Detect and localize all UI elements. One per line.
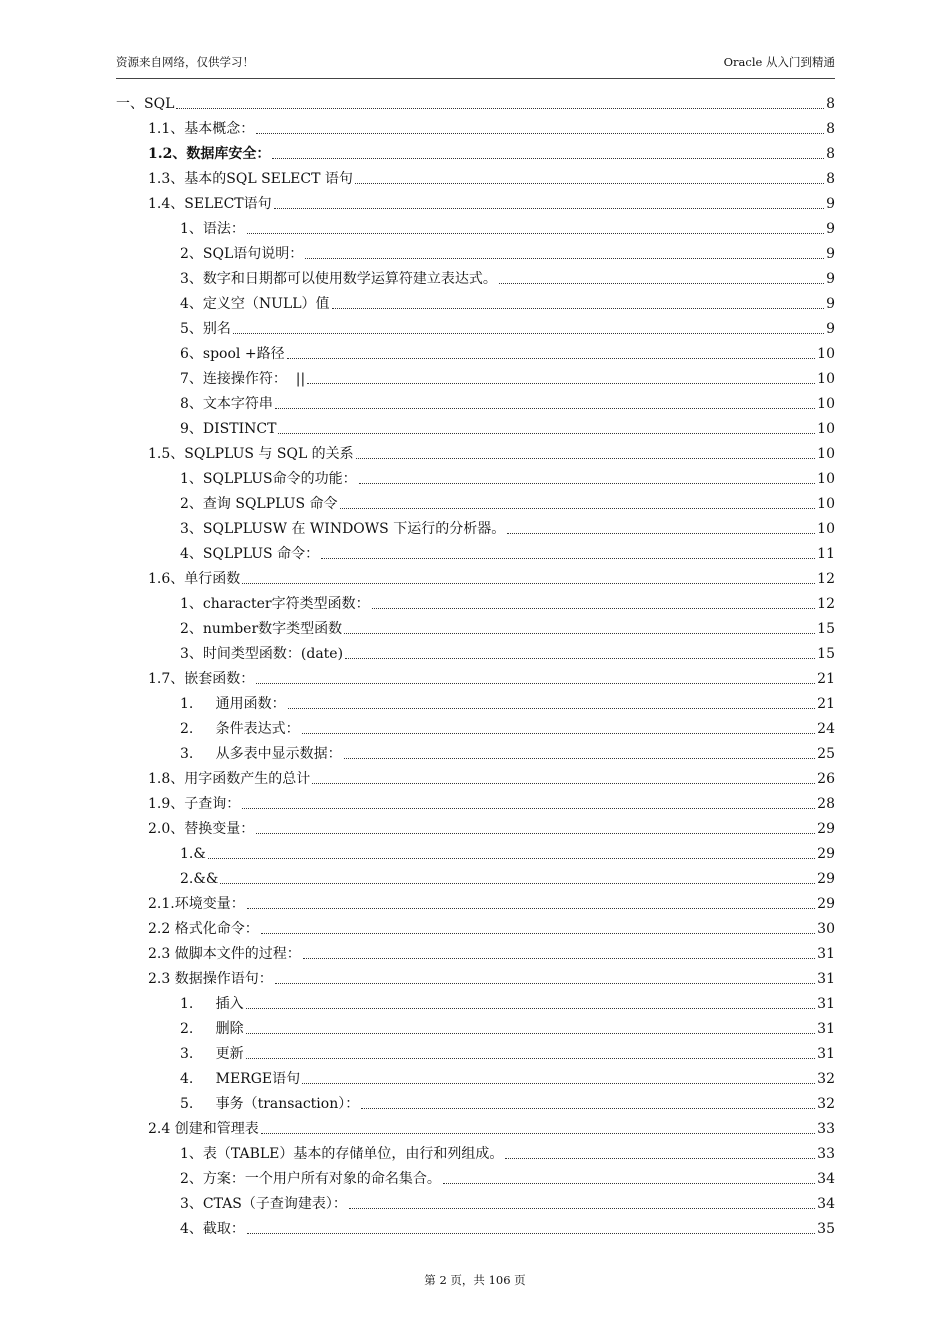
toc-entry-title: 2.2 格式化命令： — [148, 921, 259, 937]
toc-entry-page-number: 9 — [826, 271, 835, 287]
toc-entry-title: 1. 通用函数： — [180, 696, 286, 712]
toc-leader-dots — [372, 608, 816, 609]
toc-entry-title: 4、SQLPLUS 命令： — [180, 546, 320, 562]
toc-entry[interactable] — [116, 415, 835, 440]
toc-leader-dots — [261, 933, 815, 934]
table-of-contents — [116, 90, 835, 1240]
toc-entry[interactable] — [116, 365, 835, 390]
toc-entry-title: 2.1.环境变量： — [148, 896, 245, 912]
toc-entry[interactable] — [116, 215, 835, 240]
toc-entry[interactable] — [116, 1190, 835, 1215]
toc-entry-page-number: 12 — [817, 571, 835, 587]
toc-leader-dots — [356, 458, 815, 459]
toc-leader-dots — [261, 1133, 815, 1134]
toc-entry[interactable] — [116, 815, 835, 840]
toc-entry[interactable] — [116, 990, 835, 1015]
toc-entry[interactable] — [116, 165, 835, 190]
toc-leader-dots — [242, 583, 815, 584]
toc-entry[interactable] — [116, 1140, 835, 1165]
toc-entry-page-number: 24 — [817, 721, 835, 737]
toc-leader-dots — [355, 183, 824, 184]
toc-entry-page-number: 15 — [817, 646, 835, 662]
toc-entry-page-number: 29 — [817, 821, 835, 837]
toc-entry-page-number: 10 — [817, 371, 835, 387]
toc-entry[interactable] — [116, 1165, 835, 1190]
toc-leader-dots — [247, 233, 824, 234]
toc-leader-dots — [246, 1058, 816, 1059]
toc-entry[interactable] — [116, 1065, 835, 1090]
toc-entry[interactable] — [116, 640, 835, 665]
toc-entry-page-number: 8 — [826, 96, 835, 112]
toc-entry-title: 2、方案：一个用户所有对象的命名集合。 — [180, 1171, 441, 1187]
toc-entry-page-number: 9 — [826, 246, 835, 262]
toc-leader-dots — [302, 1083, 815, 1084]
toc-leader-dots — [344, 758, 816, 759]
toc-entry-title: 1、语法： — [180, 221, 245, 237]
toc-leader-dots — [246, 1033, 816, 1034]
toc-leader-dots — [312, 783, 815, 784]
toc-entry[interactable] — [116, 1090, 835, 1115]
toc-entry-title: 2、SQL语句说明： — [180, 246, 304, 262]
toc-entry[interactable] — [116, 240, 835, 265]
toc-entry-title: 9、DISTINCT — [180, 421, 277, 437]
toc-leader-dots — [303, 958, 815, 959]
toc-entry-title: 1.7、嵌套函数： — [148, 671, 255, 687]
toc-entry-title: 一、SQL — [116, 96, 175, 112]
toc-entry-page-number: 31 — [817, 996, 835, 1012]
toc-leader-dots — [349, 1208, 815, 1209]
toc-entry[interactable] — [116, 540, 835, 565]
toc-entry-page-number: 31 — [817, 1021, 835, 1037]
toc-entry-page-number: 33 — [817, 1146, 835, 1162]
toc-entry[interactable] — [116, 1040, 835, 1065]
toc-leader-dots — [247, 1233, 815, 1234]
toc-leader-dots — [507, 533, 815, 534]
toc-entry-title: 6、spool +路径 — [180, 346, 285, 362]
toc-entry-title: 1.6、单行函数 — [148, 571, 241, 587]
toc-entry[interactable] — [116, 390, 835, 415]
toc-entry-page-number: 29 — [817, 846, 835, 862]
toc-leader-dots — [278, 433, 815, 434]
toc-entry-title: 1.& — [180, 846, 206, 862]
toc-entry-page-number: 35 — [817, 1221, 835, 1237]
toc-leader-dots — [242, 808, 815, 809]
toc-entry-page-number: 34 — [817, 1196, 835, 1212]
toc-entry[interactable] — [116, 265, 835, 290]
toc-entry-page-number: 28 — [817, 796, 835, 812]
toc-entry-title: 5、别名 — [180, 321, 231, 337]
toc-entry-page-number: 10 — [817, 496, 835, 512]
toc-entry-page-number: 9 — [826, 221, 835, 237]
toc-entry-page-number: 8 — [826, 146, 835, 162]
toc-entry-title: 7、连接操作符： || — [180, 371, 306, 387]
toc-entry-page-number: 34 — [817, 1171, 835, 1187]
toc-entry-title: 2.&& — [180, 871, 219, 887]
toc-entry-title: 4、截取： — [180, 1221, 245, 1237]
toc-entry-title: 3、时间类型函数：(date) — [180, 646, 344, 662]
toc-entry-title: 3. 从多表中显示数据： — [180, 746, 342, 762]
toc-entry-page-number: 10 — [817, 346, 835, 362]
toc-entry[interactable] — [116, 315, 835, 340]
toc-entry[interactable] — [116, 840, 835, 865]
toc-entry[interactable] — [116, 515, 835, 540]
toc-entry[interactable] — [116, 440, 835, 465]
toc-leader-dots — [287, 358, 816, 359]
toc-entry-page-number: 9 — [826, 296, 835, 312]
toc-entry-page-number: 21 — [817, 671, 835, 687]
toc-entry[interactable] — [116, 915, 835, 940]
toc-entry-page-number: 33 — [817, 1121, 835, 1137]
toc-entry-page-number: 10 — [817, 396, 835, 412]
toc-entry-title: 3、CTAS（子查询建表）： — [180, 1196, 347, 1212]
toc-entry-page-number: 26 — [817, 771, 835, 787]
toc-entry-title: 5. 事务（transaction）： — [180, 1096, 360, 1112]
toc-entry[interactable] — [116, 940, 835, 965]
header-right-text: Oracle 从入门到精通 — [723, 55, 835, 69]
toc-entry-title: 2. 条件表达式： — [180, 721, 300, 737]
header-divider — [116, 78, 835, 79]
toc-entry-page-number: 31 — [817, 971, 835, 987]
toc-entry[interactable] — [116, 865, 835, 890]
toc-entry[interactable] — [116, 615, 835, 640]
toc-leader-dots — [340, 508, 816, 509]
toc-entry[interactable] — [116, 665, 835, 690]
toc-entry-title: 8、文本字符串 — [180, 396, 273, 412]
toc-entry-title: 1.9、子查询： — [148, 796, 241, 812]
toc-entry[interactable] — [116, 1215, 835, 1240]
toc-entry[interactable] — [116, 715, 835, 740]
toc-entry[interactable] — [116, 115, 835, 140]
toc-entry-title: 2.0、替换变量： — [148, 821, 255, 837]
toc-entry-title: 2、查询 SQLPLUS 命令 — [180, 496, 338, 512]
toc-leader-dots — [256, 833, 815, 834]
toc-entry-title: 4. MERGE语句 — [180, 1071, 301, 1087]
toc-leader-dots — [332, 308, 825, 309]
toc-entry-title: 2.3 数据操作语句： — [148, 971, 273, 987]
toc-entry[interactable] — [116, 740, 835, 765]
toc-leader-dots — [305, 258, 824, 259]
toc-entry[interactable] — [116, 190, 835, 215]
toc-leader-dots — [247, 908, 815, 909]
toc-entry-title: 1.3、基本的SQL SELECT 语句 — [148, 171, 353, 187]
toc-entry-title: 2、number数字类型函数 — [180, 621, 343, 637]
toc-entry[interactable] — [116, 765, 835, 790]
toc-leader-dots — [302, 733, 816, 734]
toc-leader-dots — [345, 658, 815, 659]
toc-entry-page-number: 9 — [826, 321, 835, 337]
toc-entry[interactable] — [116, 90, 835, 115]
toc-entry-page-number: 32 — [817, 1071, 835, 1087]
toc-entry-page-number: 12 — [817, 596, 835, 612]
toc-leader-dots — [321, 558, 815, 559]
toc-entry-title: 3. 更新 — [180, 1046, 244, 1062]
toc-entry-page-number: 32 — [817, 1096, 835, 1112]
toc-entry[interactable] — [116, 1015, 835, 1040]
toc-entry-title: 3、SQLPLUSW 在 WINDOWS 下运行的分析器。 — [180, 521, 506, 537]
toc-entry-title: 1、SQLPLUS命令的功能： — [180, 471, 357, 487]
toc-entry-page-number: 29 — [817, 896, 835, 912]
toc-entry-page-number: 8 — [826, 171, 835, 187]
toc-entry-title: 1、表（TABLE）基本的存储单位，由行和列组成。 — [180, 1146, 504, 1162]
toc-entry-title: 1.8、用字函数产生的总计 — [148, 771, 311, 787]
toc-leader-dots — [246, 1008, 816, 1009]
toc-entry-title: 1.5、SQLPLUS 与 SQL 的关系 — [148, 446, 354, 462]
toc-entry-title: 4、定义空（NULL）值 — [180, 296, 330, 312]
toc-entry-page-number: 8 — [826, 121, 835, 137]
toc-entry-title: 2.4 创建和管理表 — [148, 1121, 259, 1137]
toc-leader-dots — [275, 408, 815, 409]
toc-leader-dots — [505, 1158, 815, 1159]
toc-entry-title: 1、character字符类型函数： — [180, 596, 370, 612]
toc-entry-page-number: 10 — [817, 446, 835, 462]
toc-leader-dots — [208, 858, 815, 859]
toc-entry-page-number: 9 — [826, 196, 835, 212]
toc-entry[interactable] — [116, 490, 835, 515]
toc-entry-page-number: 31 — [817, 946, 835, 962]
toc-leader-dots — [233, 333, 824, 334]
toc-entry[interactable] — [116, 965, 835, 990]
toc-entry-page-number: 29 — [817, 871, 835, 887]
toc-entry-page-number: 10 — [817, 471, 835, 487]
page-header — [116, 54, 835, 72]
toc-entry-page-number: 25 — [817, 746, 835, 762]
toc-entry-page-number: 30 — [817, 921, 835, 937]
toc-entry-page-number: 31 — [817, 1046, 835, 1062]
toc-entry-page-number: 15 — [817, 621, 835, 637]
toc-entry-title: 1.1、基本概念： — [148, 121, 255, 137]
toc-entry[interactable] — [116, 340, 835, 365]
toc-entry[interactable] — [116, 790, 835, 815]
toc-leader-dots — [256, 683, 815, 684]
toc-leader-dots — [344, 633, 815, 634]
toc-entry[interactable] — [116, 890, 835, 915]
toc-entry-title: 1. 插入 — [180, 996, 244, 1012]
toc-entry[interactable] — [116, 465, 835, 490]
toc-entry[interactable] — [116, 1115, 835, 1140]
toc-entry-title: 1.4、SELECT语句 — [148, 196, 272, 212]
toc-entry-title: 2. 删除 — [180, 1021, 244, 1037]
toc-entry[interactable] — [116, 140, 835, 165]
toc-leader-dots — [361, 1108, 815, 1109]
toc-leader-dots — [307, 383, 815, 384]
toc-leader-dots — [359, 483, 816, 484]
toc-leader-dots — [272, 158, 824, 159]
toc-entry[interactable] — [116, 690, 835, 715]
toc-entry[interactable] — [116, 590, 835, 615]
toc-leader-dots — [176, 108, 824, 109]
toc-leader-dots — [274, 208, 824, 209]
toc-entry[interactable] — [116, 290, 835, 315]
toc-entry-title: 1.2、数据库安全： — [148, 146, 271, 162]
toc-entry-title: 3、数字和日期都可以使用数学运算符建立表达式。 — [180, 271, 497, 287]
page-footer: 第 2 页，共 106 页 — [424, 1273, 526, 1287]
toc-entry-page-number: 11 — [817, 546, 835, 562]
toc-entry-title: 2.3 做脚本文件的过程： — [148, 946, 301, 962]
toc-entry-page-number: 10 — [817, 521, 835, 537]
toc-leader-dots — [220, 883, 815, 884]
toc-entry-page-number: 21 — [817, 696, 835, 712]
toc-leader-dots — [275, 983, 815, 984]
toc-leader-dots — [443, 1183, 815, 1184]
toc-leader-dots — [499, 283, 824, 284]
toc-leader-dots — [288, 708, 816, 709]
toc-entry[interactable] — [116, 565, 835, 590]
header-left-text: 资源来自网络，仅供学习！ — [116, 55, 254, 69]
toc-entry-page-number: 10 — [817, 421, 835, 437]
toc-leader-dots — [256, 133, 824, 134]
